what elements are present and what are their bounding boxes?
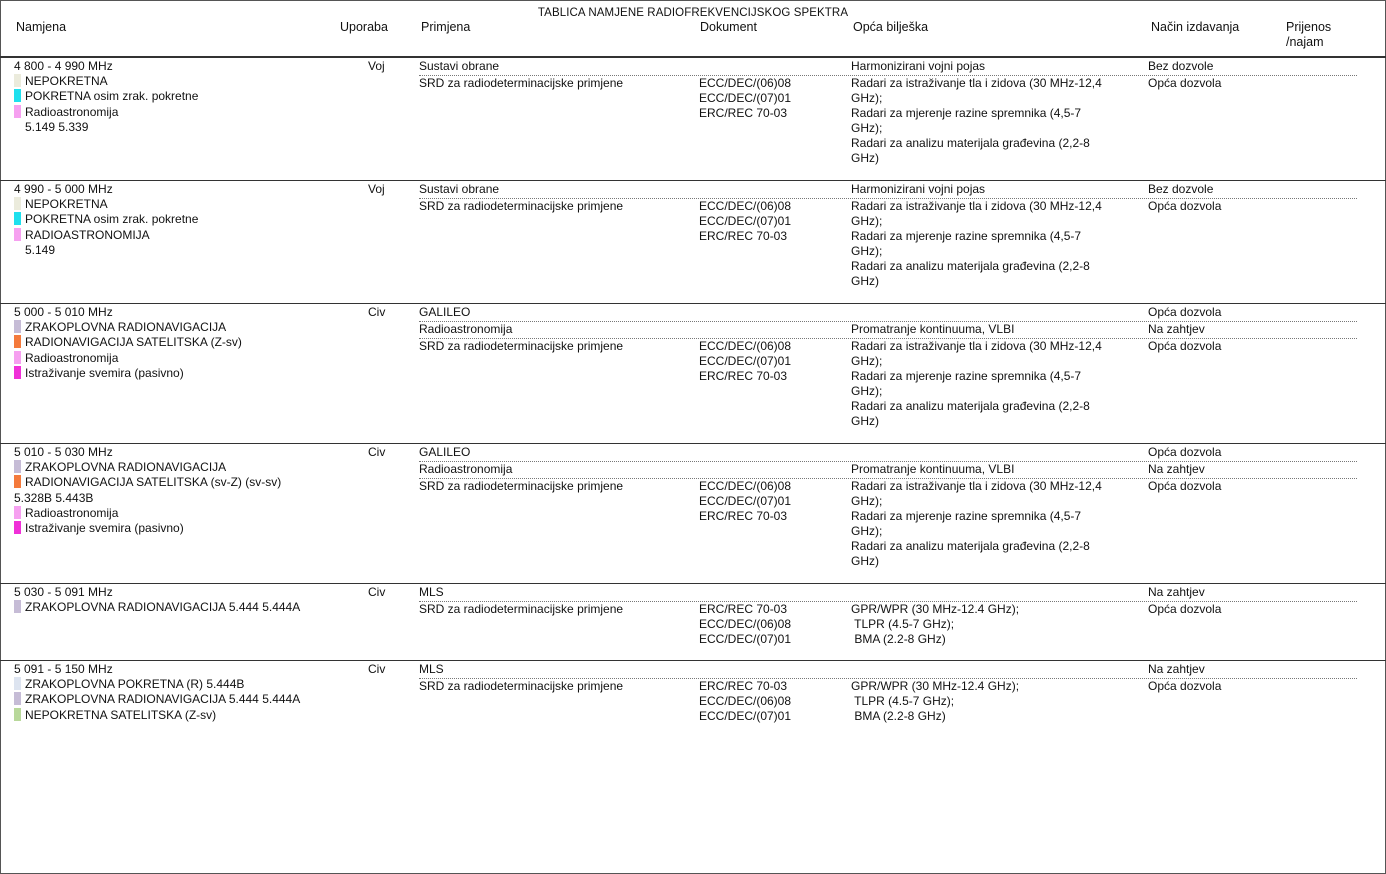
note-line: GHz) [851, 274, 879, 288]
note-line: GPR/WPR (30 MHz-12.4 GHz); [851, 679, 1020, 693]
header-prijenos-line2: /najam [1286, 35, 1324, 49]
application-name: SRD za radiodeterminacijske primjene [419, 679, 624, 693]
service-item [14, 366, 184, 381]
service-color-swatch [14, 335, 21, 348]
header-namjena: Namjena [16, 20, 67, 34]
note-line: GHz); [851, 244, 883, 258]
service-label: ZRAKOPLOVNA RADIONAVIGACIJA [25, 460, 227, 474]
document-ref: ECC/DEC/(07)01 [699, 494, 792, 508]
usage-label: Civ [368, 585, 386, 599]
application-name: Sustavi obrane [419, 59, 500, 73]
header-uporaba: Uporaba [340, 20, 388, 34]
document-ref: ECC/DEC/(06)08 [699, 479, 792, 493]
application-notes [851, 59, 1141, 74]
licence-type: Opća dozvola [1148, 602, 1222, 616]
application-notes [851, 339, 1141, 429]
note-line: Harmonizirani vojni pojas [851, 182, 986, 196]
service-color-swatch [14, 366, 21, 379]
application-notes [851, 679, 1141, 724]
document-ref: ECC/DEC/(07)01 [699, 709, 792, 723]
document-ref: ECC/DEC/(06)08 [699, 694, 792, 708]
service-label: Radioastronomija [25, 104, 119, 119]
service-item [14, 89, 198, 104]
service-label: POKRETNA osim zrak. pokretne [25, 89, 199, 104]
application-documents [699, 602, 791, 647]
note-line: Radari za analizu materijala građevina (2,2-8 [851, 399, 1090, 413]
page-title: TABLICA NAMJENE RADIOFREKVENCIJSKOG SPEKTRA [537, 7, 849, 19]
block-divider [0, 583, 1386, 584]
service-item [14, 491, 93, 506]
licence-type: Bez dozvole [1148, 182, 1214, 196]
service-label: NEPOKRETNA SATELITSKA (Z-sv) [25, 707, 217, 722]
service-label: RADIONAVIGACIJA SATELITSKA (Z-sv) [25, 335, 242, 350]
application-name: Radioastronomija [419, 322, 513, 336]
application-name: MLS [419, 662, 444, 676]
note-line: GPR/WPR (30 MHz-12.4 GHz); [851, 602, 1020, 616]
usage-label: Civ [368, 662, 386, 676]
note-line: GHz); [851, 384, 883, 398]
note-line: GHz); [851, 91, 883, 105]
licence-type: Opća dozvola [1148, 479, 1222, 493]
service-label: ZRAKOPLOVNA RADIONAVIGACIJA 5.444 5.444A [25, 692, 301, 707]
note-line: Radari za istraživanje tla i zidova (30 MHz-12,4 [851, 199, 1102, 213]
note-line: GHz); [851, 494, 883, 508]
note-line: GHz); [851, 354, 883, 368]
service-color-swatch [14, 506, 21, 519]
header-prijenos-line1: Prijenos [1286, 20, 1332, 34]
note-line: BMA (2.2-8 GHz) [851, 709, 946, 723]
service-item [25, 243, 55, 258]
application-name: SRD za radiodeterminacijske primjene [419, 76, 624, 90]
service-item [14, 228, 150, 243]
note-line: GHz); [851, 121, 883, 135]
frequency-range: 4 800 - 4 990 MHz [14, 59, 113, 73]
application-name: SRD za radiodeterminacijske primjene [419, 479, 624, 493]
service-item [14, 600, 300, 615]
document-ref: ERC/REC 70-03 [699, 229, 788, 243]
block-divider [0, 303, 1386, 304]
document-ref: ECC/DEC/(07)01 [699, 632, 792, 646]
service-label: Istraživanje svemira (pasivno) [25, 521, 184, 536]
note-line: Harmonizirani vojni pojas [851, 59, 986, 73]
application-name: GALILEO [419, 445, 471, 459]
service-item [14, 708, 216, 723]
application-name: MLS [419, 585, 444, 599]
service-color-swatch [14, 351, 21, 364]
service-label: Istraživanje svemira (pasivno) [25, 365, 184, 380]
note-line: GHz); [851, 214, 883, 228]
service-label: ZRAKOPLOVNA RADIONAVIGACIJA [25, 320, 227, 334]
block-divider [0, 57, 1386, 58]
frequency-range: 5 030 - 5 091 MHz [14, 585, 113, 599]
service-label: RADIOASTRONOMIJA [25, 227, 150, 242]
application-notes [851, 602, 1141, 647]
licence-type: Opća dozvola [1148, 445, 1222, 459]
service-item [14, 677, 244, 692]
block-divider [0, 443, 1386, 444]
licence-type: Opća dozvola [1148, 339, 1222, 353]
note-line: Radari za mjerenje razine spremnika (4,5-7 [851, 229, 1082, 243]
service-label: Radioastronomija [25, 505, 119, 520]
note-line: Radari za istraživanje tla i zidova (30 MHz-12,4 [851, 339, 1102, 353]
note-line: GHz); [851, 524, 883, 538]
note-line: Radari za istraživanje tla i zidova (30 MHz-12,4 [851, 479, 1102, 493]
licence-type: Na zahtjev [1148, 585, 1205, 599]
document-ref: ECC/DEC/(06)08 [699, 617, 792, 631]
service-item [14, 351, 118, 366]
service-label: POKRETNA osim zrak. pokretne [25, 212, 199, 227]
application-notes [851, 462, 1141, 477]
service-label: 5.328B 5.443B [14, 490, 94, 505]
note-line: TLPR (4.5-7 GHz); [851, 694, 955, 708]
service-item [14, 506, 118, 521]
service-color-swatch [14, 600, 21, 613]
document-ref: ECC/DEC/(07)01 [699, 354, 792, 368]
application-name: Radioastronomija [419, 462, 513, 476]
header-biljeska: Opća bilješka [853, 20, 929, 34]
service-label: ZRAKOPLOVNA POKRETNA (R) 5.444B [25, 677, 245, 691]
header-nacin: Način izdavanja [1151, 20, 1240, 34]
application-documents [699, 679, 791, 724]
licence-type: Opća dozvola [1148, 76, 1222, 90]
service-color-swatch [14, 692, 21, 705]
service-color-swatch [14, 89, 21, 102]
frequency-range: 5 000 - 5 010 MHz [14, 305, 113, 319]
document-ref: ECC/DEC/(06)08 [699, 339, 792, 353]
note-line: Radari za istraživanje tla i zidova (30 MHz-12,4 [851, 76, 1102, 90]
document-ref: ERC/REC 70-03 [699, 509, 788, 523]
application-documents [699, 339, 791, 384]
application-name: SRD za radiodeterminacijske primjene [419, 339, 624, 353]
frequency-range: 5 091 - 5 150 MHz [14, 662, 113, 676]
note-line: BMA (2.2-8 GHz) [851, 632, 946, 646]
application-notes [851, 479, 1141, 569]
note-line: Radari za mjerenje razine spremnika (4,5-7 [851, 509, 1082, 523]
service-color-swatch [14, 521, 21, 534]
usage-label: Civ [368, 305, 386, 319]
document-ref: ERC/REC 70-03 [699, 602, 788, 616]
note-line: Radari za analizu materijala građevina (2,2-8 [851, 136, 1090, 150]
service-label: NEPOKRETNA [25, 197, 108, 211]
note-line: Promatranje kontinuuma, VLBI [851, 322, 1015, 336]
header-primjena: Primjena [421, 20, 471, 34]
service-color-swatch [14, 708, 21, 721]
application-notes [851, 76, 1141, 166]
service-item [14, 320, 226, 335]
document-ref: ECC/DEC/(06)08 [699, 199, 792, 213]
service-item [14, 74, 108, 89]
licence-type: Na zahtjev [1148, 462, 1205, 476]
frequency-range: 5 010 - 5 030 MHz [14, 445, 113, 459]
service-item [14, 692, 300, 707]
application-notes [851, 182, 1141, 197]
service-item [25, 120, 88, 135]
note-line: Promatranje kontinuuma, VLBI [851, 462, 1015, 476]
service-label: NEPOKRETNA [25, 74, 108, 88]
note-line: Radari za mjerenje razine spremnika (4,5-7 [851, 369, 1082, 383]
licence-type: Opća dozvola [1148, 305, 1222, 319]
frequency-range: 4 990 - 5 000 MHz [14, 182, 113, 196]
application-documents [699, 76, 791, 121]
application-name: Sustavi obrane [419, 182, 500, 196]
block-divider [0, 660, 1386, 661]
header-prijenos [1286, 20, 1331, 50]
application-documents [699, 479, 791, 524]
usage-label: Civ [368, 445, 386, 459]
licence-type: Opća dozvola [1148, 199, 1222, 213]
document-ref: ECC/DEC/(06)08 [699, 76, 792, 90]
header-dokument: Dokument [700, 20, 757, 34]
licence-type: Na zahtjev [1148, 662, 1205, 676]
service-color-swatch [14, 460, 21, 473]
service-item [14, 460, 226, 475]
application-name: SRD za radiodeterminacijske primjene [419, 602, 624, 616]
usage-label: Voj [368, 182, 385, 196]
service-label: 5.149 5.339 [25, 119, 89, 134]
service-item [14, 521, 184, 536]
service-color-swatch [14, 105, 21, 118]
note-line: Radari za analizu materijala građevina (2,2-8 [851, 259, 1090, 273]
service-color-swatch [14, 197, 21, 210]
application-name: GALILEO [419, 305, 471, 319]
service-color-swatch [14, 677, 21, 690]
service-label: 5.149 [25, 242, 56, 257]
document-ref: ERC/REC 70-03 [699, 106, 788, 120]
application-documents [699, 199, 791, 244]
application-name: SRD za radiodeterminacijske primjene [419, 199, 624, 213]
document-ref: ECC/DEC/(07)01 [699, 214, 792, 228]
service-item [14, 105, 118, 120]
service-color-swatch [14, 475, 21, 488]
document-ref: ERC/REC 70-03 [699, 679, 788, 693]
service-item [14, 475, 281, 490]
block-divider [0, 180, 1386, 181]
note-line: GHz) [851, 151, 879, 165]
licence-type: Opća dozvola [1148, 679, 1222, 693]
service-label: RADIONAVIGACIJA SATELITSKA (sv-Z) (sv-sv) [25, 475, 282, 490]
note-line: TLPR (4.5-7 GHz); [851, 617, 955, 631]
service-color-swatch [14, 228, 21, 241]
application-notes [851, 322, 1141, 337]
note-line: Radari za mjerenje razine spremnika (4,5-7 [851, 106, 1082, 120]
note-line: Radari za analizu materijala građevina (2,2-8 [851, 539, 1090, 553]
service-item [14, 197, 108, 212]
document-ref: ECC/DEC/(07)01 [699, 91, 792, 105]
licence-type: Bez dozvole [1148, 59, 1214, 73]
service-label: Radioastronomija [25, 350, 119, 365]
application-notes [851, 199, 1141, 289]
service-color-swatch [14, 320, 21, 333]
usage-label: Voj [368, 59, 385, 73]
note-line: GHz) [851, 414, 879, 428]
note-line: GHz) [851, 554, 879, 568]
document-ref: ERC/REC 70-03 [699, 369, 788, 383]
service-color-swatch [14, 74, 21, 87]
service-color-swatch [14, 212, 21, 225]
service-label: ZRAKOPLOVNA RADIONAVIGACIJA 5.444 5.444A [25, 600, 301, 614]
service-item [14, 335, 242, 350]
licence-type: Na zahtjev [1148, 322, 1205, 336]
service-item [14, 212, 198, 227]
